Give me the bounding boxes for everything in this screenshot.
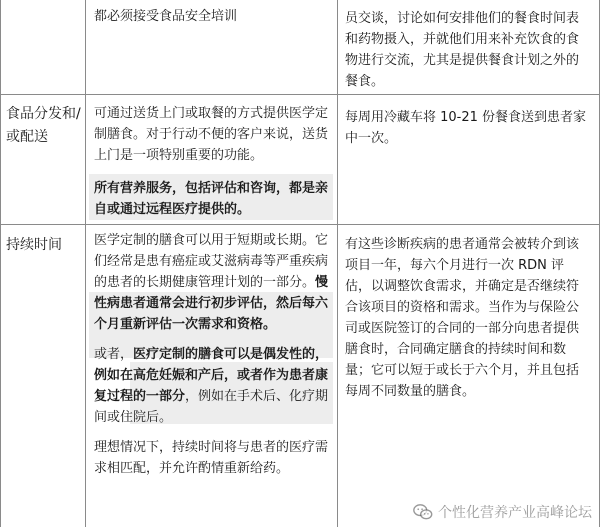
row-2-middle-p2-bold: 医疗定制的膳食可以是偶发性的，例如在高危妊娠和产后，或者作为患者康复过程的一部分: [94, 347, 329, 404]
row-2-middle-p2-a: 或者，: [94, 347, 134, 362]
row-0-middle: [94, 6, 332, 27]
row-label-distribution: [6, 103, 82, 149]
row-0-middle-text: 都必须接受食品安全培训: [94, 9, 238, 24]
column-divider-2: [337, 0, 338, 527]
row-divider-2: [0, 224, 600, 225]
row-2-label: 持续时间: [6, 237, 62, 253]
row-0-right: [345, 8, 588, 92]
watermark-text: 个性化营养产业高峰论坛: [438, 505, 592, 521]
wechat-watermark: [412, 501, 592, 523]
row-1-middle: [94, 103, 332, 220]
row-0-right-text: 员交谈，讨论如何安排他们的餐食时间表和药物摄入，并就他们用来补充饮食的食物进行交流，尤其是提供餐食计划之外的餐食。: [345, 11, 580, 89]
row-2-middle: [94, 230, 332, 479]
row-1-label: 食品分发和/或配送: [6, 106, 81, 145]
row-2-middle-paragraph-2: [94, 344, 332, 428]
row-1-middle-normal: 可通过送货上门或取餐的方式提供医学定制膳食。对于行动不便的客户来说，送货上门是一项特别重要的功能。: [94, 106, 329, 163]
row-2-right: [345, 234, 588, 402]
row-1-right-text: 每周用冷藏车将 10-21 份餐食送到患者家中一次。: [345, 110, 587, 146]
wechat-icon: [412, 501, 434, 523]
row-1-right: [345, 107, 588, 149]
column-divider-1: [85, 0, 86, 527]
row-divider-1: [0, 94, 600, 95]
row-2-middle-p1-bold: 慢性病患者通常会进行初步评估，然后每六个月重新评估一次需求和资格。: [94, 275, 329, 332]
row-1-middle-bold: 所有营养服务，包括评估和咨询，都是亲自或通过远程医疗提供的。: [94, 181, 329, 217]
row-label-duration: [6, 234, 76, 257]
row-2-middle-paragraph-1: [94, 230, 332, 335]
row-2-middle-p1-normal: 医学定制的膳食可以用于短期或长期。它们经常是患有癌症或艾滋病毒等严重疾病的患者的长期健康管理计划的一部分。: [94, 233, 329, 290]
row-2-middle-p2-b: ，例如在手术后、化疗期间或住院后。: [94, 389, 329, 425]
row-2-right-text: 有这些诊断疾病的患者通常会被转介到该项目一年，每六个月进行一次 RDN 评估，以调整饮食需求，并确定是否继续符合该项目的资格和需求。当作为与保险公司或医院签订的合同的一部分向患者提供膳食时，合同确定膳食的持续时间和数量；它可以短于或长于六个月，并且包括每周不同数量的膳食。: [345, 237, 580, 399]
row-2-middle-paragraph-3: 理想情况下，持续时间将与患者的医疗需求相匹配，并允许酌情重新给药。: [94, 440, 329, 476]
table-border-left: [0, 0, 1, 527]
